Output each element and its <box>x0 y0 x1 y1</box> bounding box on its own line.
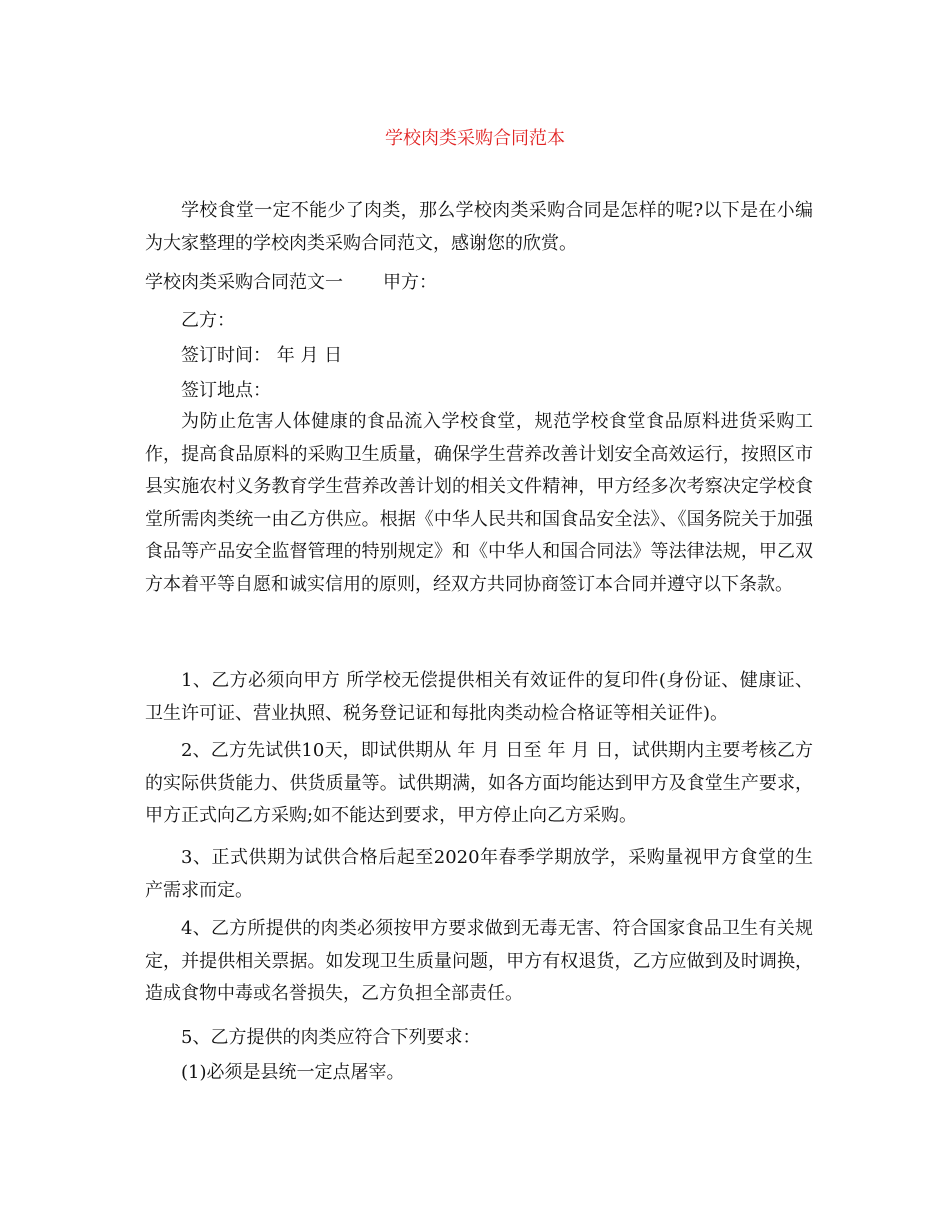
section-heading-line <box>145 268 437 294</box>
party-b-label: 乙方： <box>181 310 235 331</box>
section-heading: 学校肉类采购合同范文一 <box>145 272 343 293</box>
sign-place-label: 签订地点： <box>181 380 271 401</box>
clause-text: 1、乙方必须向甲方 所学校无偿提供相关有效证件的复印件(身份证、健康证、卫生许可证、营业执照、税务登记证和每批肉类动检合格证等相关证件)。 <box>145 670 813 724</box>
sign-time-label: 签订时间： 年 月 日 <box>181 345 343 366</box>
party-a-label: 甲方： <box>383 272 437 293</box>
clause-5: 5、乙方提供的肉类应符合下列要求： <box>181 1027 481 1048</box>
sub-item-1: (1)必须是县统一定点屠宰。 <box>181 1062 405 1083</box>
clause-2 <box>145 735 813 833</box>
intro-paragraph <box>145 195 813 260</box>
clause-text: 2、乙方先试供10天，即试供期从 年 月 日至 年 月 日，试供期内主要考核乙方的实际供货能力、供货质量等。试供期满，如各方面均能达到甲方及食堂生产要求，甲方正式向乙方采购;如不能达到要求，甲方停止向乙方采购。 <box>145 740 813 827</box>
clause-text: 3、正式供期为试供合格后起至2020年春季学期放学，采购量视甲方食堂的生产需求而定。 <box>145 847 813 901</box>
clause-4 <box>145 913 813 1011</box>
page-title: 学校肉类采购合同范本 <box>385 128 565 149</box>
intro-text: 学校食堂一定不能少了肉类，那么学校肉类采购合同是怎样的呢?以下是在小编为大家整理的学校肉类采购合同范文，感谢您的欣赏。 <box>145 200 813 254</box>
clause-text: 4、乙方所提供的肉类必须按甲方要求做到无毒无害、符合国家食品卫生有关规定，并提供相关票据。如发现卫生质量问题，甲方有权退货，乙方应做到及时调换，造成食物中毒或名誉损失，乙方负担全部责任。 <box>145 918 813 1005</box>
preamble-paragraph <box>145 406 813 602</box>
preamble-text: 为防止危害人体健康的食品流入学校食堂，规范学校食堂食品原料进货采购工作，提高食品原料的采购卫生质量，确保学生营养改善计划安全高效运行，按照区市县实施农村义务教育学生营养改善计划的相关文件精神，甲方经多次考察决定学校食堂所需肉类统一由乙方供应。根据《中华人民共和国食品安全法》、《国务院关于加强食品等产品安全监督管理的特别规定》和《中华人和国合同法》等法律法规，甲乙双方本着平等自愿和诚实信用的原则，经双方共同协商签订本合同并遵守以下条款。 <box>145 411 813 595</box>
clause-1 <box>145 665 813 730</box>
clause-3 <box>145 842 813 907</box>
